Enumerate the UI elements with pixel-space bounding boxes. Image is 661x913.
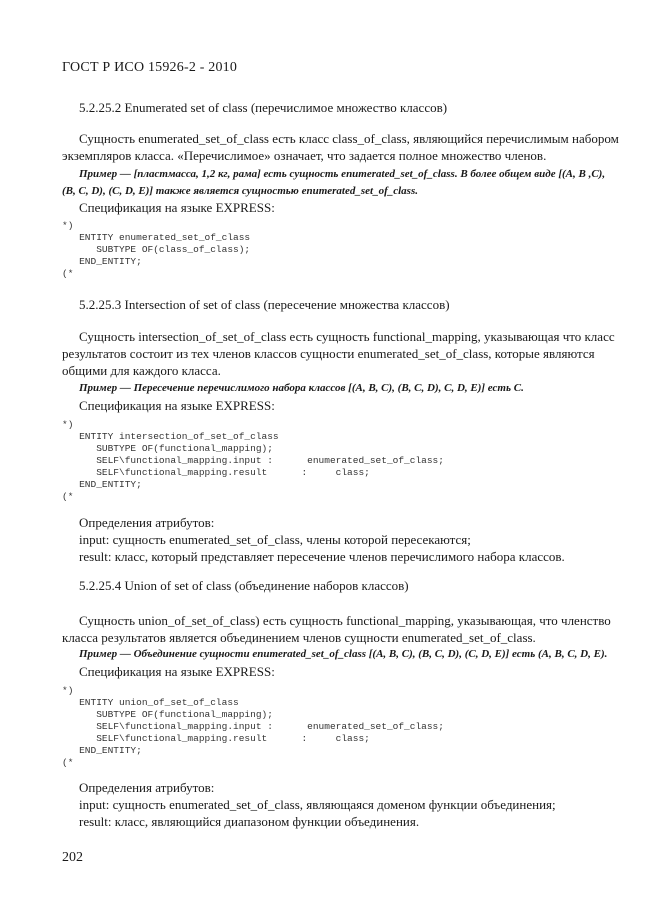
express-code-block: [62, 685, 444, 769]
section-heading: 5.2.25.2 Enumerated set of class (перечислимое множество классов): [79, 100, 448, 115]
spec-label: Спецификация на языке EXPRESS:: [79, 200, 275, 215]
code-line: END_ENTITY;: [62, 479, 142, 490]
example-note: [79, 380, 524, 397]
section-paragraph: [62, 328, 615, 379]
code-line: SUBTYPE OF(class_of_class);: [62, 244, 251, 255]
example-line: Пример — Пересечение перечислимого набора классов [(A, B, C), (B, C, D), C, D, E)] есть C.: [79, 382, 524, 394]
code-line: SELF\functional_mapping.result : class;: [62, 467, 370, 478]
attribute-definition: result: класс, который представляет пересечение членов перечислимого набора классов.: [79, 549, 565, 564]
code-line: (*: [62, 491, 74, 502]
example-line: (B, C, D), (C, D, E)] также является сущностью enumerated_set_of_class.: [62, 185, 418, 197]
code-line: SELF\functional_mapping.result : class;: [62, 733, 370, 744]
attributes-title: Определения атрибутов:: [79, 515, 215, 530]
attributes-title: Определения атрибутов:: [79, 780, 215, 795]
section-heading: 5.2.25.3 Intersection of set of class (пересечение множества классов): [79, 297, 450, 312]
section-heading: 5.2.25.4 Union of set of class (объединение наборов классов): [79, 578, 409, 593]
paragraph-line: Сущность enumerated_set_of_class есть класс class_of_class, являющийся перечислимым набором: [79, 131, 619, 146]
spec-label: Спецификация на языке EXPRESS:: [79, 664, 275, 679]
code-line: ENTITY union_of_set_of_class: [62, 697, 239, 708]
spec-label: Спецификация на языке EXPRESS:: [79, 398, 275, 413]
paragraph-line: экземпляров класса. «Перечислимое» означает, что задается полное множество членов.: [62, 148, 547, 163]
code-line: SUBTYPE OF(functional_mapping);: [62, 709, 273, 720]
example-line: Пример — [пластмасса, 1,2 кг, рама] есть сущность enumerated_set_of_class. В более общем виде [(A, B ,C),: [79, 168, 606, 180]
express-code-block: [62, 220, 250, 280]
page-number: 202: [62, 850, 83, 865]
paragraph-line: Сущность intersection_of_set_of_class есть сущность functional_mapping, указывающая что класс: [79, 329, 615, 344]
attribute-definition: input: сущность enumerated_set_of_class, члены которой пересекаются;: [79, 532, 471, 547]
page-header: ГОСТ Р ИСО 15926-2 - 2010: [62, 60, 238, 75]
code-line: SELF\functional_mapping.input : enumerated_set_of_class;: [62, 721, 444, 732]
code-line: ENTITY intersection_of_set_of_class: [62, 431, 279, 442]
code-line: *): [62, 685, 74, 696]
example-note: [79, 646, 607, 663]
paragraph-line: результатов состоит из тех членов классов сущности enumerated_set_of_class, которые являются: [62, 346, 595, 361]
paragraph-line: Сущность union_of_set_of_class) есть сущность functional_mapping, указывающая, что членство: [79, 613, 611, 628]
code-line: ENTITY enumerated_set_of_class: [62, 232, 251, 243]
code-line: SELF\functional_mapping.input : enumerated_set_of_class;: [62, 455, 444, 466]
code-line: (*: [62, 268, 74, 279]
paragraph-line: общими для каждого класса.: [62, 363, 221, 378]
code-line: (*: [62, 757, 74, 768]
express-code-block: [62, 419, 444, 503]
code-line: *): [62, 220, 74, 231]
attribute-definition: input: сущность enumerated_set_of_class, являющаяся доменом функции объединения;: [79, 797, 556, 812]
section-paragraph: [62, 130, 619, 164]
section-paragraph: [62, 612, 611, 646]
example-line: Пример — Объединение сущности enumerated_set_of_class [(A, B, C), (B, C, D), (C, D, E)] есть (A, B, C, D, E).: [79, 648, 608, 660]
paragraph-line: класса результатов является объединением членов сущности enumerated_set_of_class.: [62, 630, 536, 645]
code-line: END_ENTITY;: [62, 256, 142, 267]
example-note: [62, 166, 605, 200]
code-line: *): [62, 419, 74, 430]
code-line: SUBTYPE OF(functional_mapping);: [62, 443, 273, 454]
code-line: END_ENTITY;: [62, 745, 142, 756]
attribute-definition: result: класс, являющийся диапазоном функции объединения.: [79, 814, 420, 829]
